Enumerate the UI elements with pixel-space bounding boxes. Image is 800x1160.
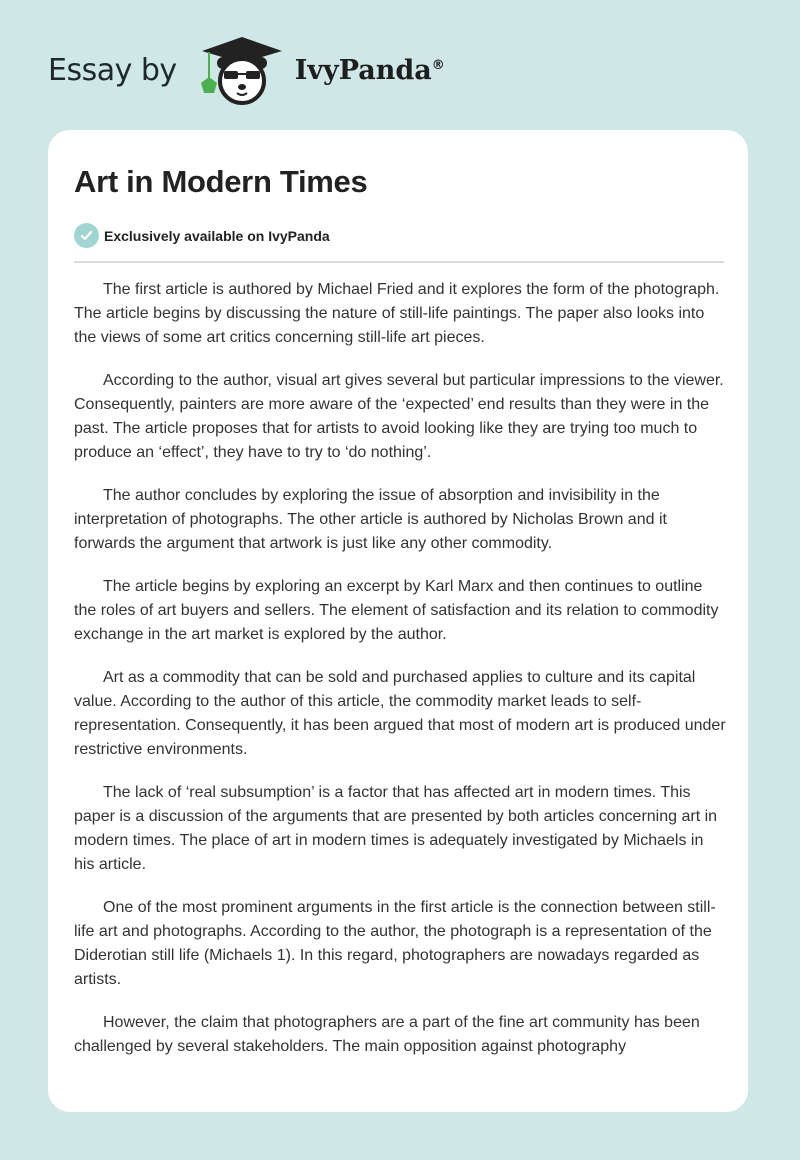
brand-name[interactable]	[295, 55, 445, 86]
essay-by-label: Essay by	[48, 52, 177, 88]
brand-text: IvyPanda	[294, 54, 432, 86]
paragraph: The author concludes by exploring the issue of absorption and invisibility in the interpretation of photographs. The other article is authored by Nicholas Brown and it forwards the argument that artwork is just like any other commodity.	[74, 487, 667, 552]
site-header	[48, 30, 445, 110]
check-icon	[74, 223, 99, 248]
essay-body	[74, 278, 726, 1078]
paragraph: Art as a commodity that can be sold and purchased applies to culture and its capital value. According to the author of this article, the commodity market leads to self-representation. Consequently, it has been argued that most of modern art is produced under restrictive environments.	[74, 669, 726, 758]
paragraph: However, the claim that photographers are a part of the fine art community has been challenged by several stakeholders. The main opposition against photography	[74, 1014, 700, 1055]
divider	[74, 261, 724, 263]
page-title: Art in Modern Times	[74, 164, 368, 199]
paragraph: According to the author, visual art gives several but particular impressions to the viewer. Consequently, painters are more aware of the ‘expected’ end results than they were in the past. The article proposes that for artists to avoid looking like they are trying too much to produce an ‘effect’, they have to try to ‘do nothing’.	[74, 372, 724, 461]
badge-text: Exclusively available on IvyPanda	[104, 227, 330, 244]
paragraph: The lack of ‘real subsumption’ is a factor that has affected art in modern times. This paper is a discussion of the arguments that are presented by both articles concerning art in modern times. The place of art in modern times is adequately investigated by Michaels in his article.	[74, 784, 718, 873]
panda-logo-icon[interactable]	[197, 35, 287, 105]
paragraph: The article begins by exploring an excerpt by Karl Marx and then continues to outline the roles of art buyers and sellers. The element of satisfaction and its relation to commodity exchange in the art market is explored by the author.	[74, 578, 719, 643]
exclusive-badge	[74, 223, 330, 248]
registered-mark: ®	[431, 57, 445, 73]
paragraph: One of the most prominent arguments in the first article is the connection between still-life art and photographs. According to the author, the photograph is a representation of the Diderotian still life (Michaels 1). In this regard, photographers are nowadays regarded as artists.	[74, 899, 716, 988]
essay-card	[48, 130, 748, 1112]
paragraph: The first article is authored by Michael Fried and it explores the form of the photograph. The article begins by discussing the nature of still-life paintings. The paper also looks into the views of some art critics concerning still-life art pieces.	[74, 281, 720, 346]
